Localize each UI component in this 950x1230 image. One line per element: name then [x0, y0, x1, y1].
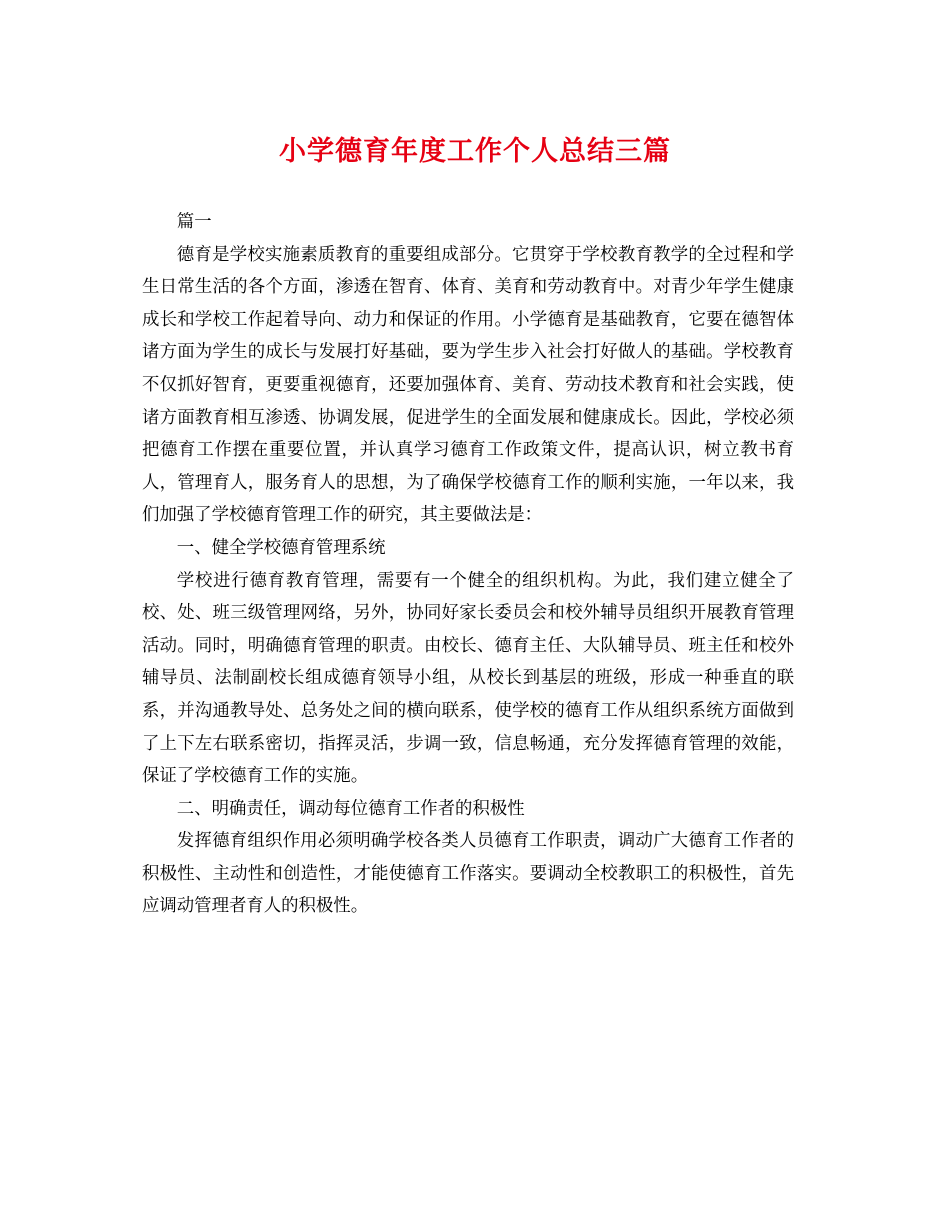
document-body — [142, 206, 794, 923]
paragraph-management: 学校进行德育教育管理，需要有一个健全的组织机构。为此，我们建立健全了校、处、班三级管理网络，另外，协同好家长委员会和校外辅导员组织开展教育管理活动。同时，明确德育管理的职责。由校长、德育主任、大队辅导员、班主任和校外辅导员、法制副校长组成德育领导小组，从校长到基层的班级，形成一种垂直的联系，并沟通教导处、总务处之间的横向联系，使学校的德育工作从组织系统方面做到了上下左右联系密切，指挥灵活，步调一致，信息畅通，充分发挥德育管理的效能，保证了学校德育工作的实施。 — [142, 570, 794, 787]
paragraph-responsibility: 发挥德育组织作用必须明确学校各类人员德育工作职责，调动广大德育工作者的积极性、主动性和创造性，才能使德育工作落实。要调动全校教职工的积极性，首先应调动管理者育人的积极性。 — [142, 831, 794, 917]
paragraph-intro: 德育是学校实施素质教育的重要组成部分。它贯穿于学校教育教学的全过程和学生日常生活的各个方面，渗透在智育、体育、美育和劳动教育中。对青少年学生健康成长和学校工作起着导向、动力和保证的作用。小学德育是基础教育，它要在德智体诸方面为学生的成长与发展打好基础，要为学生步入社会打好做人的基础。学校教育不仅抓好智育，更要重视德育，还要加强体育、美育、劳动技术教育和社会实践，使诸方面教育相互渗透、协调发展，促进学生的全面发展和健康成长。因此，学校必须把德育工作摆在重要位置，并认真学习德育工作政策文件，提高认识，树立教书育人，管理育人，服务育人的思想，为了确保学校德育工作的顺利实施，一年以来，我们加强了学校德育管理工作的研究，其主要做法是： — [142, 244, 794, 526]
section-heading-2: 二、明确责任，调动每位德育工作者的积极性 — [176, 798, 525, 819]
document-title: 小学德育年度工作个人总结三篇 — [279, 136, 671, 167]
section-label: 篇一 — [176, 212, 212, 232]
section-heading-1: 一、健全学校德育管理系统 — [176, 537, 386, 558]
